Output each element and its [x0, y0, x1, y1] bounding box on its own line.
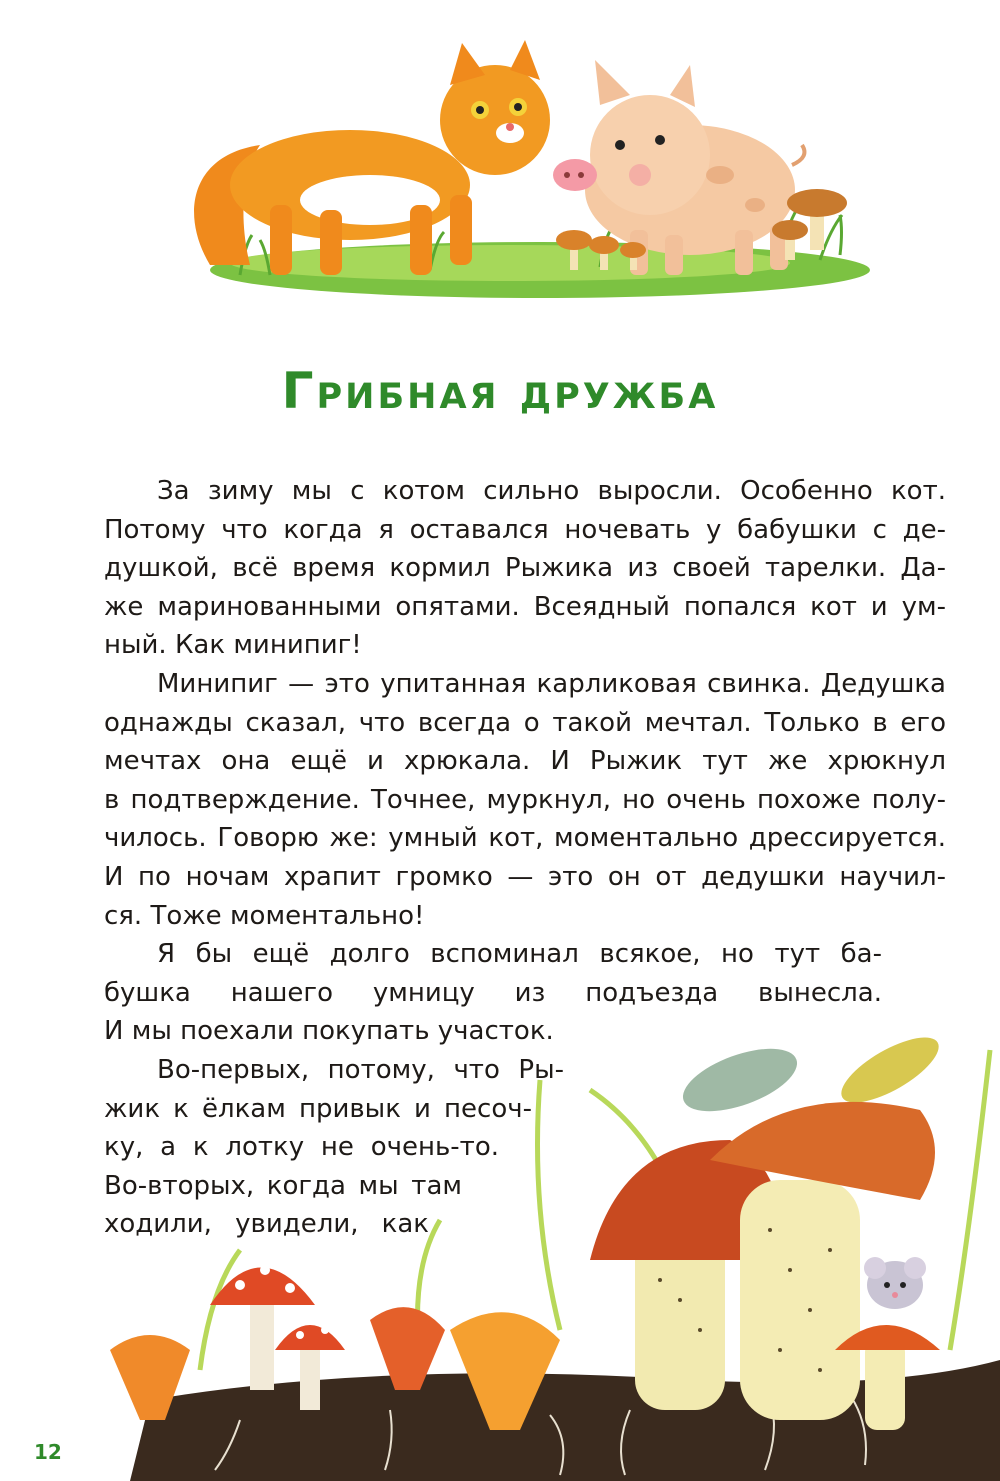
text-line: жик к ёлкам привык и песоч-	[104, 1093, 532, 1124]
text-line: И мы поехали покупать участок.	[104, 1016, 554, 1047]
cat-figure	[194, 40, 550, 275]
text-line: однажды сказал, что всегда о такой мечтал. Только в его	[104, 707, 946, 738]
text-line: Во-первых, потому, что Ры-	[157, 1054, 564, 1085]
page-number: 12	[34, 1440, 62, 1464]
text-line: ный. Как минипиг!	[104, 630, 362, 661]
page-title: Грибная дружба	[281, 362, 719, 420]
text-line: мечтах она ещё и хрюкала. И Рыжик тут же хрюкнул	[104, 746, 946, 777]
text-line: же маринованными опятами. Всеядный попался кот и ум-	[104, 591, 946, 622]
text-line: ся. Тоже моментально!	[104, 900, 425, 931]
text-line: ку, а к лотку не очень-то.	[104, 1132, 499, 1163]
paragraph-1	[104, 472, 946, 665]
text-line: Во-вторых, когда мы там	[104, 1170, 462, 1201]
text-line: бушка нашего умницу из подъезда вынесла.	[104, 977, 882, 1008]
text-line: Потому что когда я оставался ночевать у бабушки с де-	[104, 514, 946, 545]
leaf	[675, 1036, 805, 1124]
text-line: душкой, всё время кормил Рыжика из своей тарелки. Да-	[104, 553, 946, 584]
text-line: И по ночам храпит громко — это он от дедушки научил-	[104, 861, 946, 892]
text-line: ходили, увидели, как	[104, 1209, 429, 1240]
cat-and-piglet-illustration	[180, 35, 880, 335]
text-line: Минипиг — это упитанная карликовая свинка. Дедушка	[157, 668, 946, 699]
text-line: в подтверждение. Точнее, муркнул, но очень похоже полу-	[104, 784, 946, 815]
text-line: Я бы ещё долго вспоминал всякое, но тут ба-	[157, 939, 882, 970]
text-line: За зиму мы с котом сильно выросли. Особенно кот.	[157, 476, 946, 506]
text-line: чилось. Говорю же: умный кот, моментально дрессируется.	[104, 823, 946, 854]
paragraph-2	[104, 665, 946, 935]
mouse-figure	[864, 1257, 926, 1309]
mushrooms-illustration	[90, 1030, 1000, 1481]
